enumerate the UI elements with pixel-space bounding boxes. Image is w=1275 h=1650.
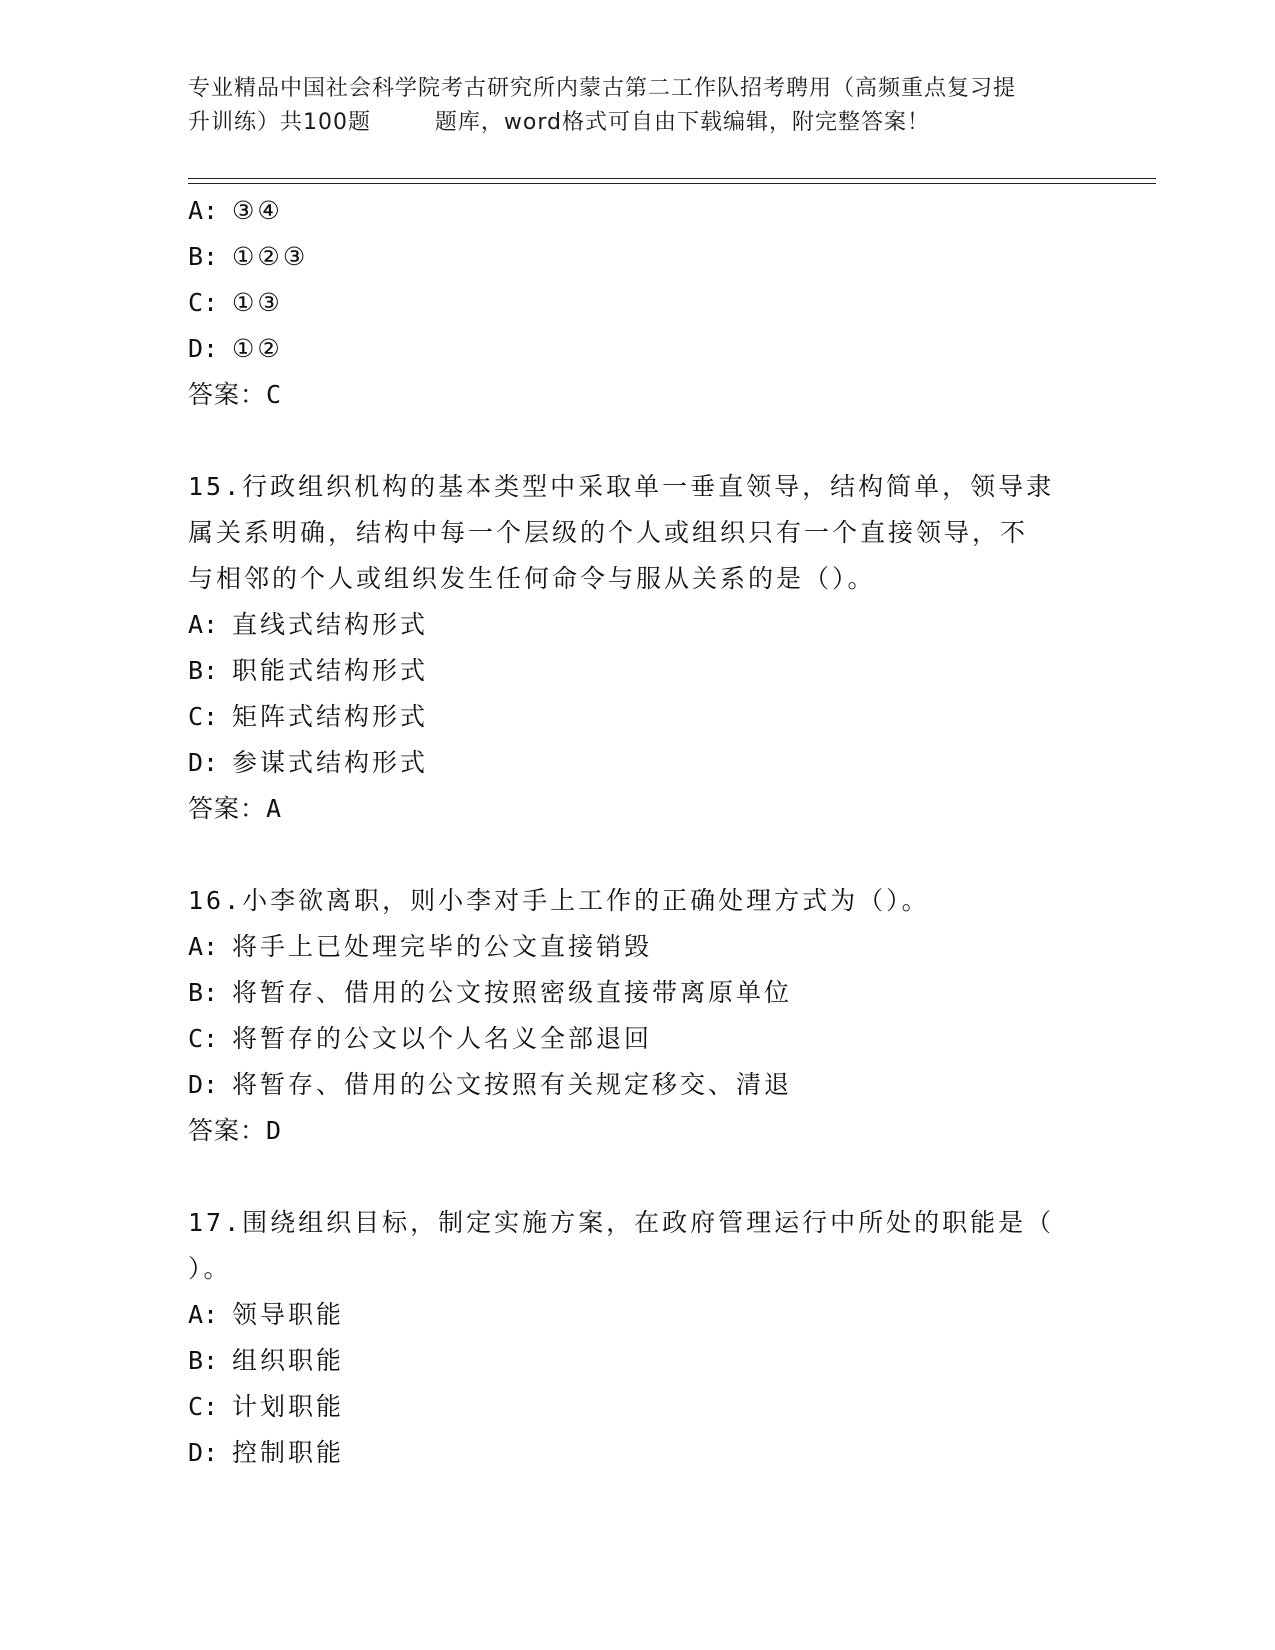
header-line-2: 升训练）共100题 题库，word格式可自由下载编辑，附完整答案！ xyxy=(188,110,931,135)
option-d: D: 将暂存、借用的公文按照有关规定移交、清退 xyxy=(188,1070,793,1099)
option-a: A: ③④ xyxy=(188,196,283,225)
question-15 xyxy=(188,464,1088,832)
answer-line: 答案：D xyxy=(188,1116,283,1145)
option-d: D: 控制职能 xyxy=(188,1438,345,1467)
question-16 xyxy=(188,878,1088,1154)
option-d: D: ①② xyxy=(188,334,283,363)
answer-line: 答案：A xyxy=(188,794,283,823)
header-line-1: 专业精品中国社会科学院考古研究所内蒙古第二工作队招考聘用（高频重点复习提 xyxy=(188,76,1017,101)
spacer xyxy=(188,418,1088,464)
question-text-line: 属关系明确，结构中每一个层级的个人或组织只有一个直接领导，不 xyxy=(188,518,1029,547)
option-c: C: 将暂存的公文以个人名义全部退回 xyxy=(188,1024,653,1053)
option-c: C: ①③ xyxy=(188,288,283,317)
option-b: B: ①②③ xyxy=(188,242,309,271)
option-a: A: 将手上已处理完毕的公文直接销毁 xyxy=(188,932,653,961)
question-14-tail xyxy=(188,188,1088,418)
question-list xyxy=(188,188,1088,1476)
question-17 xyxy=(188,1200,1088,1476)
question-text-line: 17.围绕组织目标，制定实施方案，在政府管理运行中所处的职能是（ xyxy=(188,1208,1055,1237)
document-header xyxy=(188,72,1088,140)
option-d: D: 参谋式结构形式 xyxy=(188,748,429,777)
header-rule-bottom xyxy=(188,183,1156,184)
option-b: B: 将暂存、借用的公文按照密级直接带离原单位 xyxy=(188,978,793,1007)
spacer xyxy=(188,832,1088,878)
question-text-line: 与相邻的个人或组织发生任何命令与服从关系的是（）。 xyxy=(188,564,876,593)
spacer xyxy=(188,1154,1088,1200)
option-b: B: 职能式结构形式 xyxy=(188,656,429,685)
question-text-line: ）。 xyxy=(188,1254,232,1283)
option-b: B: 组织职能 xyxy=(188,1346,345,1375)
option-c: C: 矩阵式结构形式 xyxy=(188,702,429,731)
answer-line: 答案：C xyxy=(188,380,283,409)
header-rule-top xyxy=(188,178,1156,179)
question-text-line: 15.行政组织机构的基本类型中采取单一垂直领导，结构简单，领导隶 xyxy=(188,472,1055,501)
option-a: A: 直线式结构形式 xyxy=(188,610,429,639)
question-text-line: 16.小李欲离职，则小李对手上工作的正确处理方式为（）。 xyxy=(188,886,930,915)
option-a: A: 领导职能 xyxy=(188,1300,345,1329)
option-c: C: 计划职能 xyxy=(188,1392,345,1421)
